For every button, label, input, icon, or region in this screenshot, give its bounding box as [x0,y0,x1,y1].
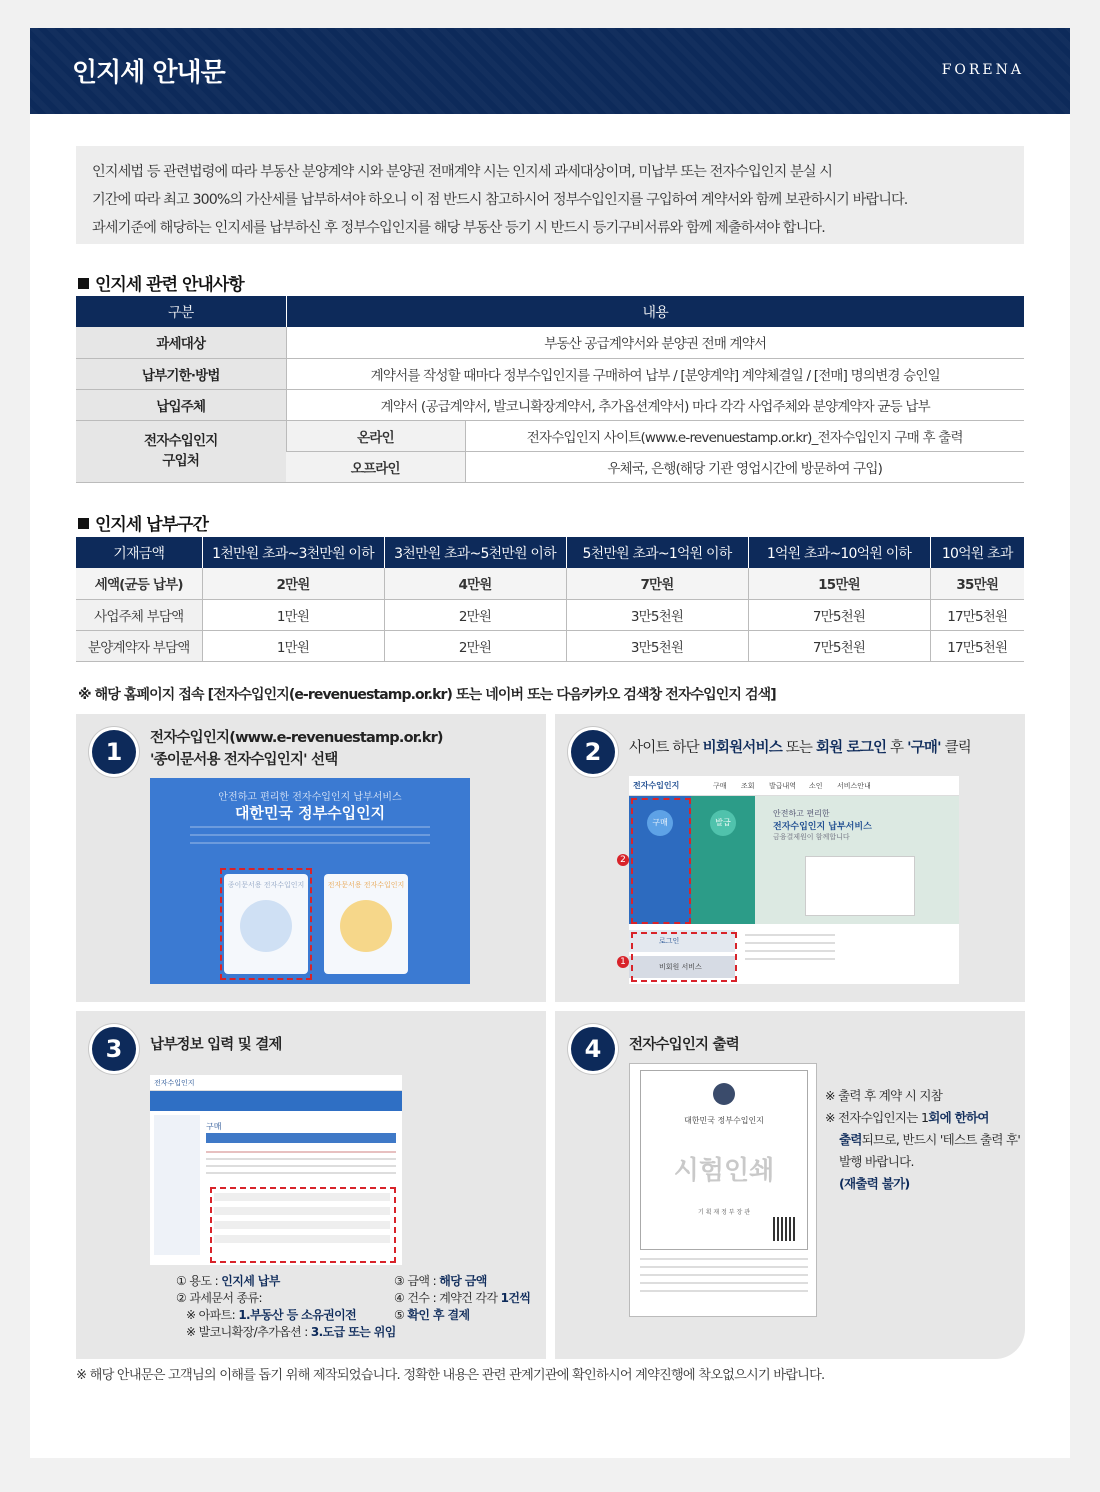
banner: 안전하고 편리한 전자수입인지 납부서비스 금융결제원이 함께합니다 [755,796,959,924]
highlight-frame [210,1187,396,1263]
info-table [76,296,1024,483]
intro-line: 인지세법 등 관련법령에 따라 부동산 분양계약 시와 분양권 전매계약 시는 인지세 과세대상이며, 미납부 또는 전자수입인지 분실 시 [92,164,833,180]
document-page [30,28,1070,1458]
table-row: 사업주체 부담액 1만원 2만원 3만5천원 7만5천원 17만5천원 [76,599,1024,630]
step-number-badge: 2 [571,730,615,774]
page-title: 인지세 안내문 [72,58,225,88]
step4-title: 전자수입인지 출력 [629,1037,739,1053]
step2-text: 사이트 하단 비회원서비스 또는 회원 로그인 후 '구매' 클릭 [629,740,972,756]
step-number-badge: 4 [571,1027,615,1071]
step3-screenshot: 전자수입인지 구매 [150,1075,402,1265]
qr-code-icon [773,1217,797,1241]
highlight-frame [220,868,312,980]
nonmember-button[interactable]: 비회원 서비스 [629,956,735,978]
step3-list-right: ③ 금액 : 해당 금액 ④ 건수 : 계약건 각각 1건씩 ⑤ 확인 후 결제 [394,1274,531,1322]
table-header: 기재금액 [76,537,202,568]
table-row: 납부기한·방법 계약서를 작성할 때마다 정부수입인지를 구매하여 납부 / [분양계약] 계약체결일 / [전매] 명의변경 승인일 [76,358,1024,389]
intro-box [76,146,1024,244]
intro-line: 기간에 따라 최고 300%의 가산세를 납부하셔야 하오니 이 점 반드시 참고하시어 정부수입인지를 구입하여 계약서와 함께 보관하시기 바랍니다. [92,192,908,208]
step3-panel [76,1011,546,1359]
table-row: 세액(균등 납부) 2만원 4만원 7만원 15만원 35만원 [76,568,1024,599]
digital-stamp-card[interactable]: 전자문서용 전자수입인지 [324,874,408,974]
step1-panel [76,714,546,1002]
table-row: 분양계약자 부담액 1만원 2만원 3만5천원 7만5천원 17만5천원 [76,630,1024,661]
intro-line: 과세기준에 해당하는 인지세를 납부하신 후 정부수입인지를 해당 부동산 등기 시 반드시 등기구비서류와 함께 제출하셔야 합니다. [92,220,825,236]
table-header: 10억원 초과 [930,537,1024,568]
paper-stamp-card[interactable]: 종이문서용 전자수입인지 [224,874,308,974]
step4-panel [555,1011,1025,1359]
table-row: 오프라인 우체국, 은행(해당 기관 영업시간에 방문하여 구입) [76,451,1024,482]
printed-stamp-preview: 대한민국 정부수입인지 시험인쇄 기 획 재 정 부 장 관 [629,1063,817,1317]
brand-logo: FORENA [941,62,1024,78]
table-header: 1천만원 초과~3천만원 이하 [202,537,384,568]
marker-1: 1 [617,956,629,968]
government-emblem-icon [713,1083,735,1105]
table-row: 과세대상 부동산 공급계약서와 분양권 전매 계약서 [76,327,1024,358]
footer-note: ※ 해당 안내문은 고객님의 이해를 돕기 위해 제작되었습니다. 정확한 내용은 관련 관계기관에 확인하시어 계약진행에 착오없으시기 바랍니다. [76,1368,825,1383]
table-row: 납입주체 계약서 (공급계약서, 발코니확장계약서, 추가옵션계약서) 마다 각각 사업주체와 분양계약자 균등 납부 [76,389,1024,420]
step-number-badge: 3 [92,1027,136,1071]
table-row: 전자수입인지 구입처 온라인 전자수입인지 사이트(www.e-revenuestamp.or.kr)_전자수입인지 구매 후 출력 [76,420,1024,451]
table-header: 1억원 초과~10억원 이하 [748,537,930,568]
table-header: 구분 [76,296,286,327]
table-header: 3천만원 초과~5천만원 이하 [384,537,566,568]
square-bullet-icon [78,278,89,289]
table-header: 5천만원 초과~1억원 이하 [566,537,748,568]
square-bullet-icon [78,518,89,529]
step2-screenshot: 전자수입인지 구매 조회 발급내역 소인 서비스안내 구매 발급 안전하고 편리한 전자수입인지 납부서비스 금융결제원이 함께합니다 로그인 비회원 서비스 [629,776,959,984]
step1-line2: '종이문서용 전자수입인지' 선택 [150,752,338,768]
marker-2: 2 [617,854,629,866]
issue-tile[interactable]: 발급 [691,796,755,924]
access-note: ※ 해당 홈페이지 접속 [전자수입인지(e-revenuestamp.or.kr) 또는 네이버 또는 다음카카오 검색창 전자수입인지 검색] [78,687,776,703]
table-header: 내용 [286,296,1024,327]
section-title-info: 인지세 관련 안내사항 [78,270,244,295]
section-title-tax: 인지세 납부구간 [78,510,208,535]
step1-line1: 전자수입인지(www.e-revenuestamp.or.kr) [150,730,443,746]
tax-table [76,537,1024,662]
badge-icon [340,900,392,952]
step3-list-left: ① 용도 : 인지세 납부 ② 과세문서 종류: ※ 아파트: 1.부동산 등 소유권이전 ※ 발코니확장/추가옵션 : 3.도급 또는 위임 [176,1274,396,1339]
highlight-frame [631,932,737,982]
step4-notes: ※ 출력 후 계약 시 지참 ※ 전자수입인지는 1회에 한하여 출력되므로, 반드시 '테스트 출력 후' 발행 바랍니다. (재출력 불가) [825,1088,1021,1191]
purchase-label: 전자수입인지 구입처 [76,420,286,482]
step3-title: 납부정보 입력 및 결제 [150,1037,282,1053]
step-number-badge: 1 [92,730,136,774]
buy-tile[interactable]: 구매 [629,796,691,924]
step1-screenshot: 안전하고 편리한 전자수입인지 납부서비스 대한민국 정부수입인지 종이문서용 전자수입인지 전자문서용 전자수입인지 [150,778,470,984]
header-bar [30,28,1070,114]
login-button[interactable]: 로그인 [629,930,735,952]
highlight-frame [631,798,691,924]
step2-panel [555,714,1025,1002]
